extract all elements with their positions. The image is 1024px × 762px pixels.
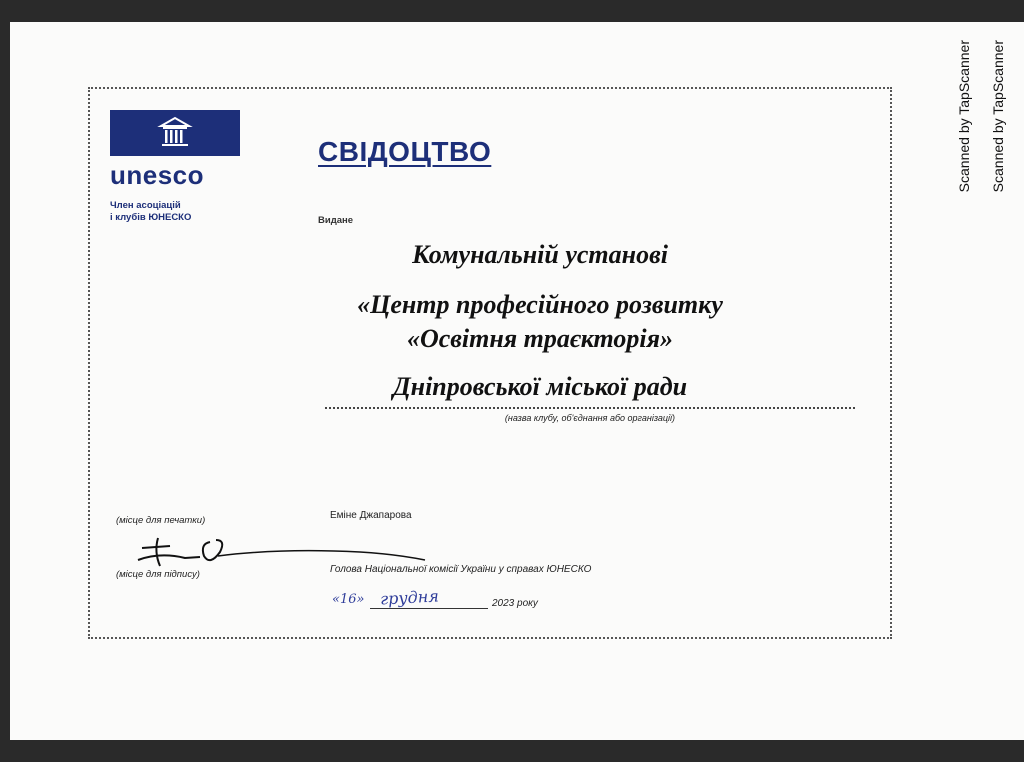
date-day: «16» xyxy=(332,592,365,607)
name-hint: (назва клубу, об'єднання або організації) xyxy=(504,413,676,423)
seal-place-label: (місце для печатки) xyxy=(116,515,206,526)
unesco-wordmark: unesco xyxy=(110,160,205,190)
date-year: 2023 року xyxy=(492,598,538,609)
membership-line: Член асоціацій xyxy=(110,200,181,211)
date-underline xyxy=(370,608,488,609)
scanner-watermark: Scanned by TapScanner xyxy=(990,40,1006,193)
unesco-logo-block xyxy=(110,110,240,156)
signer-name: Еміне Джапарова xyxy=(330,510,412,521)
scanner-watermark: Scanned by TapScanner xyxy=(956,40,972,193)
membership-line: і клубів ЮНЕСКО xyxy=(110,212,192,223)
certificate-title: СВІДОЦТВО xyxy=(318,136,492,167)
recipient-line: «Освітня траєкторія» xyxy=(406,324,674,353)
recipient-line: Комунальній установі xyxy=(412,240,668,269)
signature-place-label: (місце для підпису) xyxy=(116,569,200,580)
recipient-line: «Центр професійного розвитку xyxy=(357,290,723,319)
membership-caption xyxy=(110,200,250,224)
recipient-line: Дніпровської міської ради xyxy=(392,372,688,401)
temple-icon xyxy=(157,116,193,150)
signer-role: Голова Національної комісії України у справах ЮНЕСКО xyxy=(330,564,592,575)
issued-to-label: Видане xyxy=(318,215,354,226)
date-month: грудня xyxy=(379,586,440,609)
date-field xyxy=(330,586,610,616)
dotted-name-line xyxy=(325,407,855,409)
